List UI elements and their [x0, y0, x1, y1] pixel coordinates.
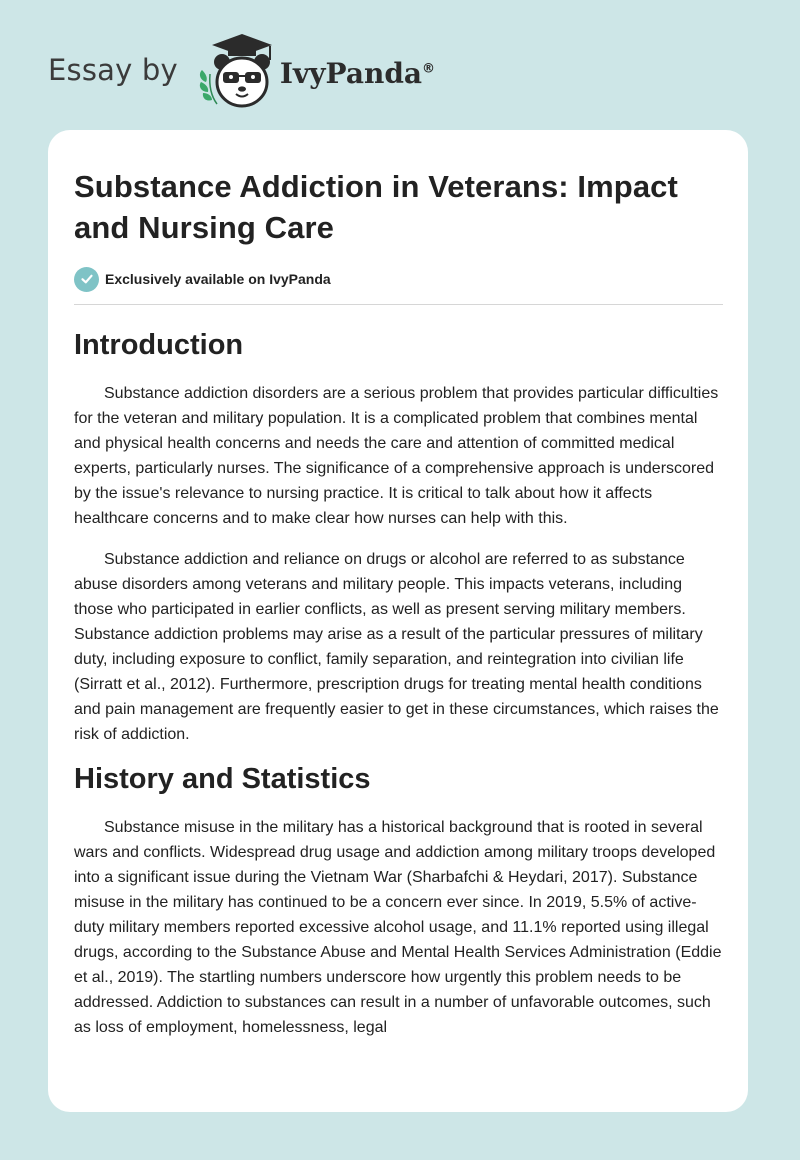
- brand-text: IvyPanda: [279, 56, 423, 90]
- section-heading-introduction: Introduction: [74, 329, 244, 361]
- exclusive-badge: [74, 266, 722, 292]
- checkmark-icon: [74, 267, 99, 292]
- paragraph: Substance addiction disorders are a serious problem that provides particular difficulties for the veteran and military population. It is a complicated problem that combines mental and physical health concerns and needs the care and attention of committed medical experts, particularly nurses. The significance of a comprehensive approach is underscored by the issue's relevance to nursing practice. It is critical to talk about how it affects healthcare concerns and to make clear how nurses can help with this.: [74, 385, 719, 527]
- paragraph: Substance addiction and reliance on drugs or alcohol are referred to as substance abuse disorders among veterans and military people. This impacts veterans, including those who participated in earlier conflicts, as well as present serving military members. Substance addiction problems may arise as a result of the particular pressures of military duty, including exposure to conflict, family separation, and reintegration into civilian life (Sirratt et al., 2012). Furthermore, prescription drugs for treating mental health conditions and pain management are frequently easier to get in these circumstances, which raises the risk of addiction.: [74, 551, 719, 743]
- registered-mark: ®: [422, 61, 436, 77]
- divider: [74, 304, 723, 305]
- brand-name: [280, 57, 435, 90]
- badge-text: Exclusively available on IvyPanda: [105, 271, 331, 287]
- ivy-leaf-icon: [200, 70, 217, 104]
- site-header: [48, 30, 435, 110]
- paragraph: Substance misuse in the military has a historical background that is rooted in several wars and conflicts. Widespread drug usage and addiction among military troops developed into a significant issue during the Vietnam War (Sharbafchi & Heydari, 2017). Substance misuse in the military has continued to be a concern ever since. In 2019, 5.5% of active-duty military members reported excessive alcohol usage, and 11.1% reported using illegal drugs, according to the Substance Abuse and Mental Health Services Administration (Eddie et al., 2019). The startling numbers underscore how urgently this problem needs to be addressed. Addiction to substances can result in a number of unfavorable outcomes, such as loss of employment, homelessness, legal: [74, 819, 722, 1036]
- article-card: [48, 130, 748, 1112]
- panda-logo-icon[interactable]: [192, 30, 278, 110]
- article-title: Substance Addiction in Veterans: Impact and Nursing Care: [74, 169, 678, 245]
- essay-by-label: Essay by: [48, 53, 178, 87]
- section-heading-history: History and Statistics: [74, 763, 371, 795]
